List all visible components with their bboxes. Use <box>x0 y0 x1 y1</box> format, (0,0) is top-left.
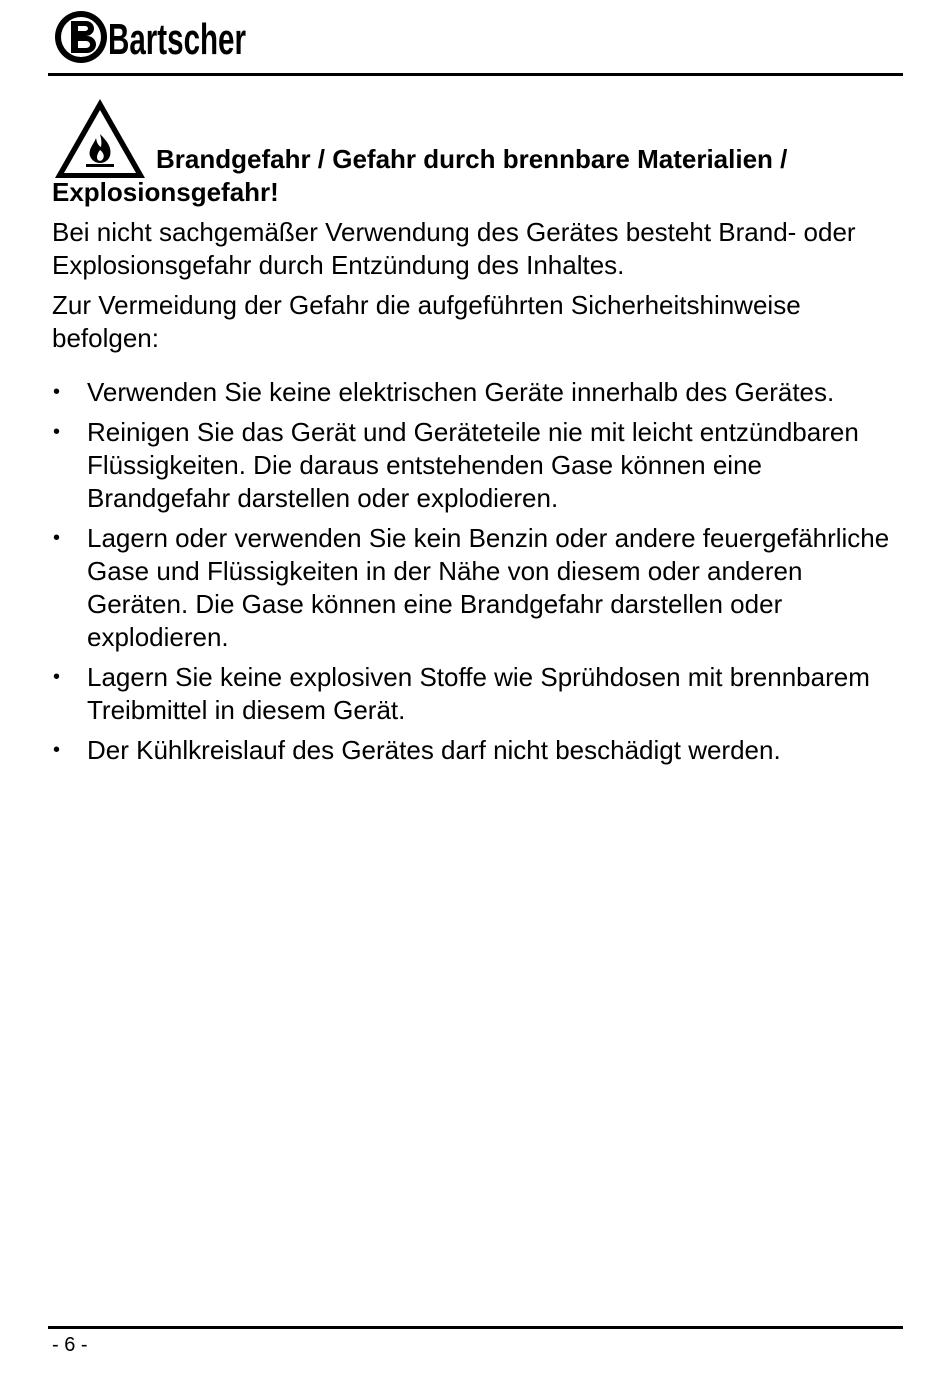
header-divider <box>48 73 903 76</box>
bullet-icon: • <box>53 739 61 761</box>
document-body <box>52 96 892 774</box>
warning-heading <box>52 96 892 209</box>
logo-wordmark: Bartscher <box>108 15 246 64</box>
intro-paragraph: Bei nicht sachgemäßer Verwendung des Gerätes besteht Brand- oder Explosionsgefahr durch Entzündung des Inhaltes. <box>52 217 856 280</box>
instruction-paragraph: Zur Vermeidung der Gefahr die aufgeführten Sicherheitshinweise befolgen: <box>52 290 801 353</box>
list-item-text: Lagern oder verwenden Sie kein Benzin oder andere feuergefährliche Gase und Flüssigkeiten in der Nähe von diesem oder anderen Geräten. Die Gase können eine Brandgefahr darstellen oder explodieren. <box>87 523 890 652</box>
list-item-text: Reinigen Sie das Gerät und Geräteteile nie mit leicht entzündbaren Flüssigkeiten. Die daraus entstehenden Gase können eine Brandgefahr darstellen oder explodieren. <box>87 417 859 513</box>
bartscher-logo <box>52 6 252 68</box>
bartscher-logo-mark <box>52 6 252 68</box>
list-item <box>52 734 892 767</box>
list-item-text: Der Kühlkreislauf des Gerätes darf nicht beschädigt werden. <box>87 735 781 765</box>
list-item <box>52 522 892 654</box>
list-item-text: Verwenden Sie keine elektrischen Geräte innerhalb des Gerätes. <box>87 377 835 407</box>
list-item <box>52 376 892 409</box>
bullet-icon: • <box>53 527 61 549</box>
bullet-icon: • <box>53 421 61 443</box>
bullet-icon: • <box>53 666 61 688</box>
bullet-icon: • <box>53 381 61 403</box>
warning-title: Brandgefahr / Gefahr durch brennbare Materialien / Explosionsgefahr! <box>52 144 788 207</box>
list-item <box>52 416 892 515</box>
footer-divider <box>48 1326 903 1329</box>
fire-hazard-icon <box>52 96 148 182</box>
list-item-text: Lagern Sie keine explosiven Stoffe wie Sprühdosen mit brennbarem Treibmittel in diesem Gerät. <box>87 662 870 725</box>
page-number: - 6 - <box>52 1334 88 1356</box>
list-item <box>52 661 892 727</box>
safety-instructions-list <box>52 376 892 767</box>
